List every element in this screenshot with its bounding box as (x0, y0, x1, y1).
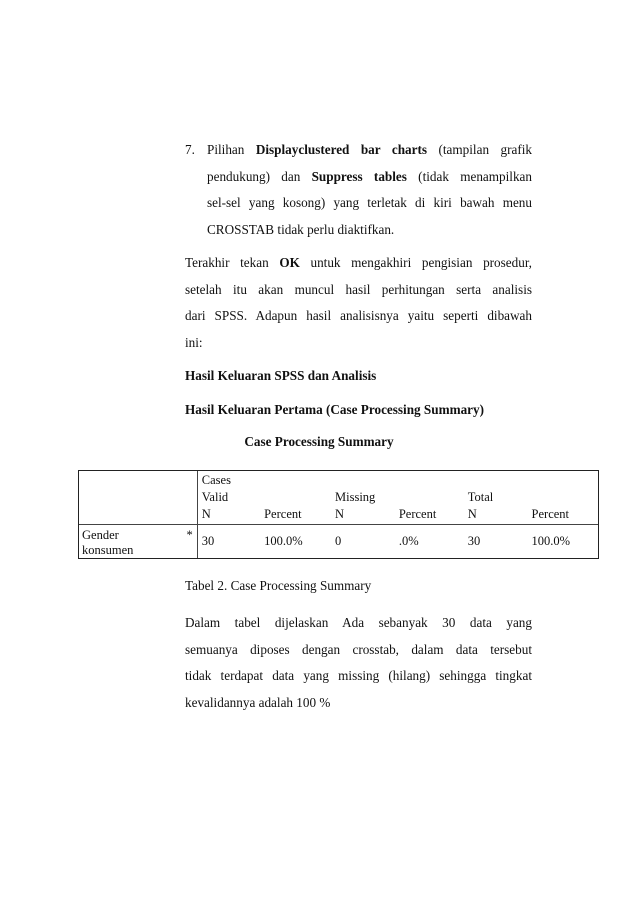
text-line (185, 637, 532, 664)
cell-valid-percent: 100.0% (260, 525, 331, 559)
paragraph-explanation (185, 610, 532, 716)
cell-total-percent: 100.0% (528, 525, 599, 559)
cell-total-n: 30 (464, 525, 528, 559)
text-run: CROSSTAB tidak perlu diaktifkan. (207, 221, 395, 237)
cell-valid-n: 30 (197, 525, 260, 559)
header-valid-percent: Percent (264, 507, 302, 521)
header-cases: Cases (197, 471, 598, 491)
paragraph-conclusion (185, 250, 532, 356)
text-run: Dalam tabel dijelaskan Ada sebanyak 30 data yang (185, 615, 532, 630)
text-run: pendukung) dan (207, 168, 312, 184)
text-line (207, 190, 532, 217)
bold-term: OK (279, 255, 300, 270)
cell-missing-n: 0 (331, 525, 395, 559)
text-run: semuanya diposes dengan crosstab, dalam data tersebut (185, 641, 532, 657)
section-heading: Hasil Keluaran SPSS dan Analisis (185, 368, 377, 383)
header-valid-n: N (197, 507, 260, 525)
table-corner-cell (79, 471, 198, 525)
text-run: kevalidannya adalah 100 % (185, 694, 331, 710)
text-run: dari SPSS. Adapun hasil analisisnya yaitu seperti dibawah (185, 308, 532, 323)
header-total-percent: Percent (528, 507, 599, 525)
list-item-text (207, 137, 532, 243)
table-caption: Tabel 2. Case Processing Summary (185, 578, 372, 593)
bold-term: Suppress tables (311, 168, 407, 184)
text-line (185, 303, 532, 330)
header-missing-percent: Percent (398, 507, 437, 521)
table-header-row-cases (79, 471, 599, 491)
list-number: 7. (185, 142, 195, 157)
header-total-n: N (467, 507, 477, 521)
header-total: Total (464, 490, 599, 507)
text-line (207, 137, 532, 164)
text-line (185, 250, 532, 277)
header-missing: Missing (335, 490, 376, 504)
table-title: Case Processing Summary (244, 434, 394, 449)
text-run: Pilihan (207, 142, 256, 157)
row-label-star: * (186, 528, 193, 542)
text-run: tidak terdapat data yang missing (hilang) sehingga tingkat (185, 668, 532, 683)
text-line (207, 164, 532, 191)
text-run: ini: (185, 334, 203, 350)
cell-missing-percent: .0% (395, 525, 464, 559)
text-line (185, 663, 532, 690)
bold-term: Displayclustered bar charts (255, 142, 428, 157)
text-line (185, 330, 532, 357)
text-run: (tampilan grafik (427, 142, 532, 157)
subsection-heading: Hasil Keluaran Pertama (Case Processing Summary) (185, 402, 484, 417)
text-run: setelah itu akan muncul hasil perhitungan serta analisis (185, 281, 532, 297)
case-processing-table (78, 470, 599, 559)
text-line (185, 610, 532, 637)
row-label-gender: Gender (82, 528, 119, 542)
text-run: untuk mengakhiri pengisian prosedur, (299, 255, 532, 270)
row-label-konsumen: konsumen (82, 543, 134, 557)
text-line (207, 217, 532, 244)
text-run: Terakhir tekan (185, 255, 280, 270)
text-run: (tidak menampilkan (406, 168, 532, 184)
header-valid: Valid (197, 490, 331, 507)
header-missing-n: N (335, 507, 345, 521)
text-line (185, 277, 532, 304)
text-run: sel-sel yang kosong) yang terletak di kiri bawah menu (207, 195, 532, 210)
row-label-cell (79, 525, 198, 559)
table-row (79, 525, 599, 559)
text-line (185, 690, 532, 717)
